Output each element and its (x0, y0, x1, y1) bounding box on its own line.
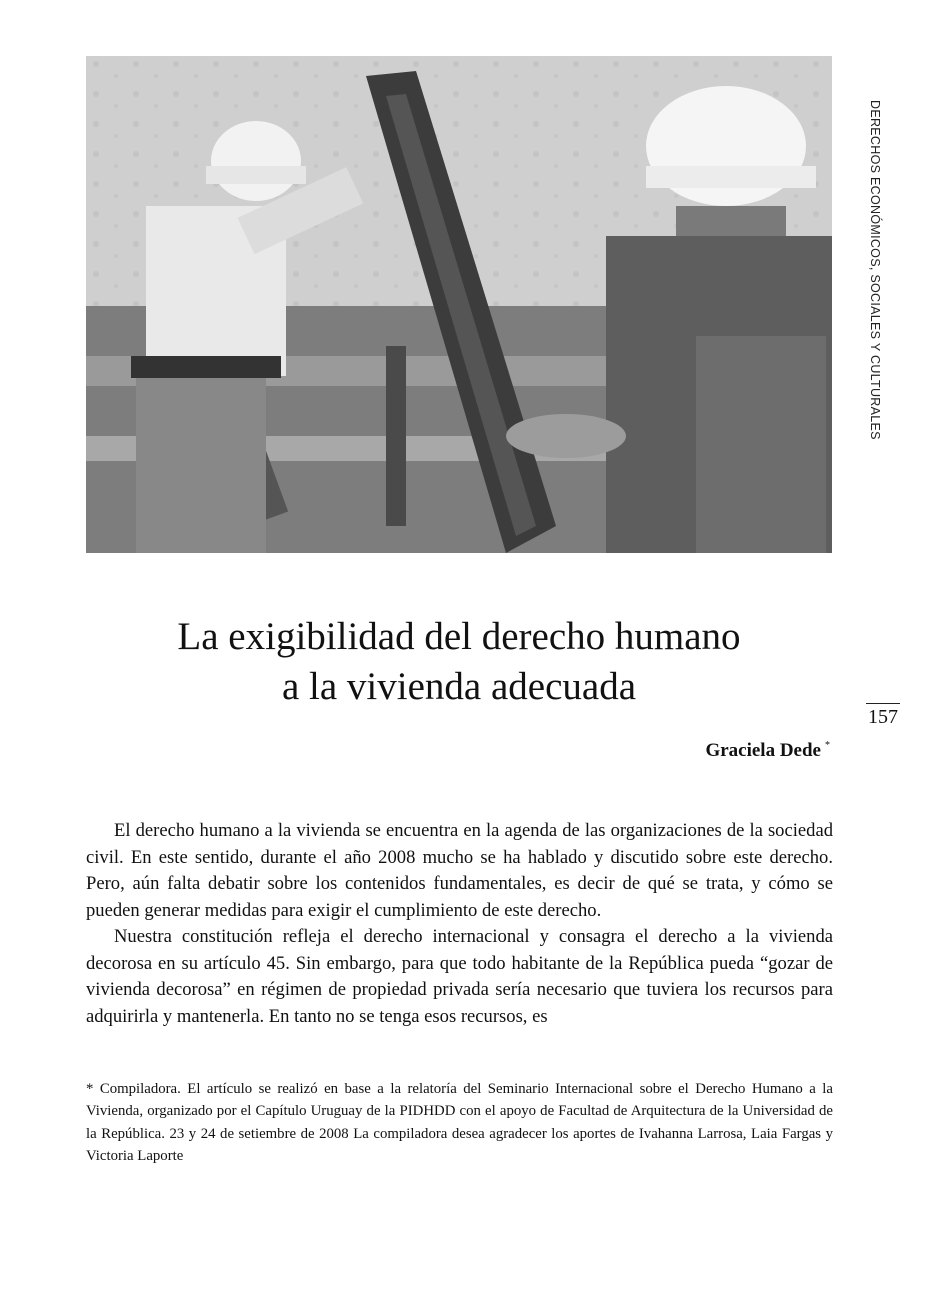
page-number: 157 (868, 706, 898, 728)
body-paragraph-1: El derecho humano a la vivienda se encuentra en la agenda de las organizaciones de la sociedad civil. En este sentido, durante el año 2008 mucho se ha hablado y discutido sobre este derecho. Pero, aún falta debatir sobre los contenidos fundamentales, es decir de qué se trata, y cómo se pueden generar medidas para exigir el cumplimiento de este derecho. (86, 820, 833, 921)
author-name: Graciela Dede (705, 740, 821, 761)
construction-workers-photo-icon (86, 56, 832, 553)
header-photo (86, 56, 832, 553)
footnote: * Compiladora. El artículo se realizó en base a la relatoría del Seminario Internacional sobre el Derecho Humano a la Vivienda, organizado por el Capítulo Uruguay de la PIDHDD con el apoyo de Facultad de Arquitectura de la Universidad de la República. 23 y 24 de setiembre de 2008 La compiladora desea agradecer los aportes de Ivahanna Larrosa, Laia Fargas y Victoria Laporte (86, 1081, 833, 1164)
article-body (86, 818, 833, 1030)
page-number-rule (866, 703, 900, 704)
author-footnote-mark[interactable]: * (825, 740, 830, 751)
article-title (86, 612, 832, 712)
author-byline (705, 740, 830, 762)
article-title-line-2: a la vivienda adecuada (281, 665, 637, 708)
body-paragraph-2: Nuestra constitución refleja el derecho internacional y consagra el derecho a la vivienda decorosa en su artículo 45. Sin embargo, para que todo habitante de la República pueda “gozar de vivienda decorosa” en régimen de propiedad privada sería necesario que tuviera los recursos para adquirirla y mantenerla. En tanto no se tenga esos recursos, es (86, 926, 833, 1027)
article-title-line-1: La exigibilidad del derecho humano (177, 615, 741, 658)
section-side-label: DERECHOS ECONÓMICOS, SOCIALES Y CULTURALES (868, 100, 882, 440)
